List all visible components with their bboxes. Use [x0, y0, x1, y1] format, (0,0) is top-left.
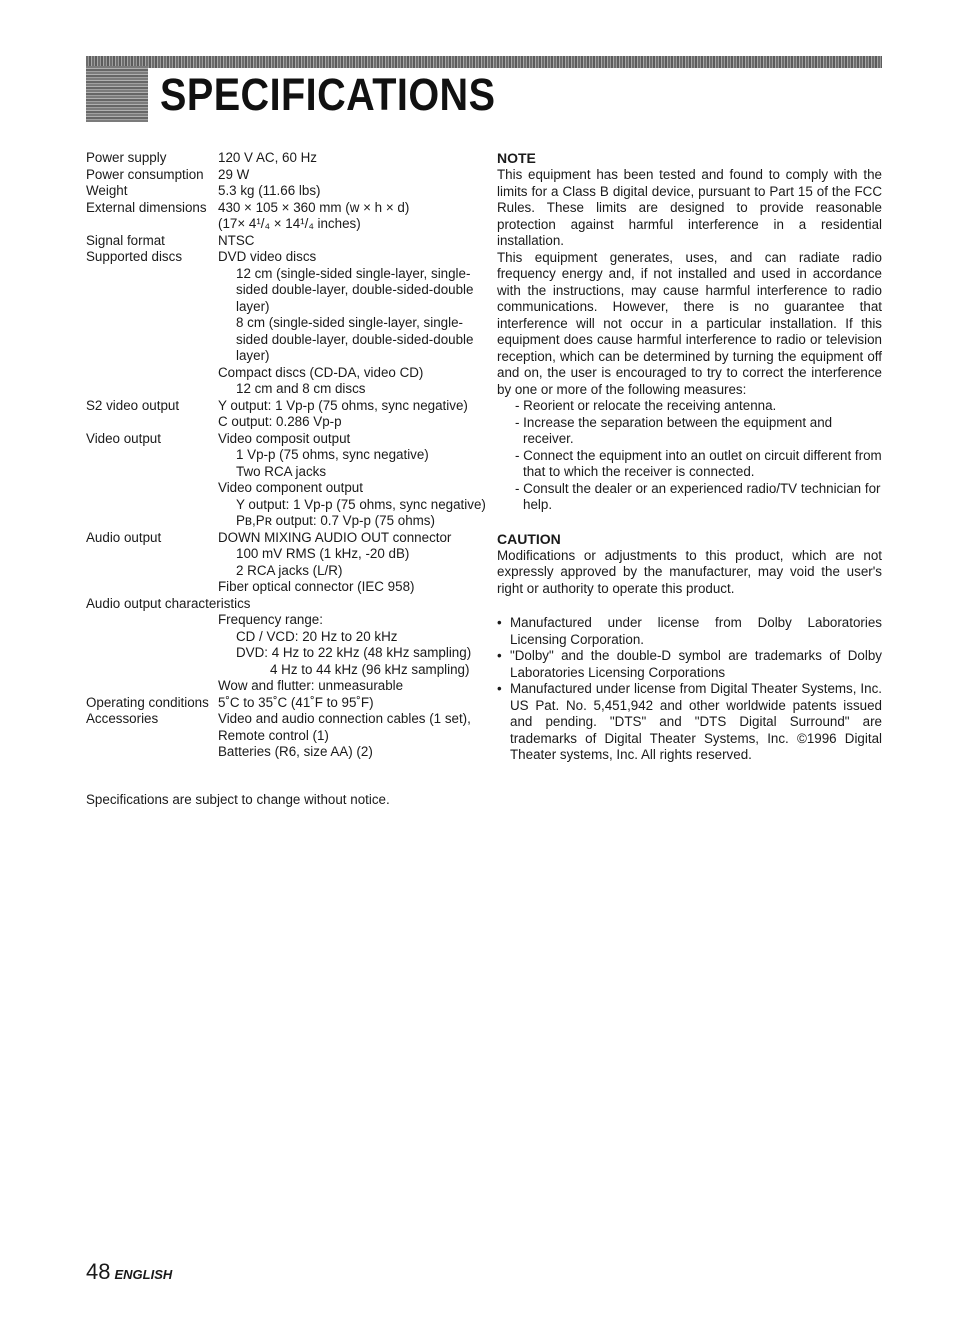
- measure-item: - Reorient or relocate the receiving antenna.: [515, 398, 777, 413]
- spec-row: [86, 744, 486, 761]
- page-footer: [86, 1259, 172, 1285]
- spec-value: 2 RCA jacks (L/R): [236, 562, 343, 578]
- spec-value: 8 cm (single-sided single-layer, single-: [236, 315, 463, 330]
- spec-value: sided double-layer, double-sided-double: [236, 282, 474, 297]
- spec-value: DVD: 4 Hz to 22 kHz (48 kHz sampling): [236, 645, 472, 660]
- spec-value: 5˚C to 35˚C (41˚F to 95˚F): [218, 694, 374, 710]
- spec-label: Signal format: [86, 232, 165, 248]
- spec-row: [86, 563, 486, 580]
- spec-value: 4 Hz to 44 kHz (96 kHz sampling): [270, 661, 470, 677]
- spec-row: [86, 662, 486, 679]
- spec-value: Remote control (1): [218, 727, 329, 743]
- spec-value: 29 W: [218, 166, 250, 182]
- spec-label: Operating conditions: [86, 694, 209, 710]
- spec-row: [86, 365, 486, 382]
- spec-row: [86, 645, 486, 662]
- page-number: 48: [86, 1259, 111, 1284]
- spec-row: [86, 183, 486, 200]
- spec-label: Weight: [86, 183, 128, 198]
- spec-label: Audio output: [86, 529, 162, 545]
- spec-label: Video output: [86, 430, 161, 446]
- measure-item: - Consult the dealer or an experienced radio/TV technician for help.: [515, 480, 881, 512]
- caution-heading: CAUTION: [497, 530, 561, 547]
- license-bullets: [497, 615, 882, 764]
- spec-row: [86, 216, 486, 233]
- spec-value: Compact discs (CD-DA, video CD): [218, 364, 424, 380]
- spec-value: Y output: 1 Vp-p (75 ohms, sync negative): [218, 397, 468, 413]
- spec-value: 430 × 105 × 360 mm (w × h × d): [218, 199, 410, 215]
- spec-value: Fiber optical connector (IEC 958): [218, 579, 415, 594]
- spec-label: External dimensions: [86, 199, 207, 215]
- spec-value: 12 cm (single-sided single-layer, single-: [236, 265, 471, 281]
- note-paragraph-1: This equipment has been tested and found to comply with the limits for a Class B digital device, pursuant to Part 15 of the FCC Rules. These limits are designed to provide reasonable protection against harmful interference in a residential installation.: [497, 167, 882, 248]
- spec-value: layer): [236, 298, 270, 314]
- bullet-text: Manufactured under license from Digital Theater Systems, Inc. US Pat. No. 5,451,942 and other worldwide patents issued and pending. "DTS" and "DTS Digital Surround" are trademarks of Digital Theater Systems, Inc. ©1996 Digital Theater systems, Inc. All rights reserved.: [510, 681, 882, 762]
- spec-row: [86, 381, 486, 398]
- bullet-item: [497, 615, 882, 648]
- bullet-item: [497, 648, 882, 681]
- spec-row: [86, 299, 486, 316]
- spec-row: [86, 315, 486, 332]
- bullet-dot: •: [497, 615, 502, 630]
- spec-value: DOWN MIXING AUDIO OUT connector: [218, 529, 452, 545]
- spec-value: Two RCA jacks: [236, 463, 327, 479]
- spec-label: Power supply: [86, 150, 167, 165]
- spec-value: Video component output: [218, 480, 363, 495]
- spec-row: [86, 249, 486, 266]
- header-tab-block: [86, 66, 148, 122]
- spec-label: Accessories: [86, 711, 159, 726]
- spec-row: [86, 332, 486, 349]
- spec-value: Video composit output: [218, 430, 351, 446]
- spec-value: Pʙ,Pʀ output: 0.7 Vp-p (75 ohms): [236, 513, 435, 528]
- spec-row: [86, 612, 486, 629]
- spec-label: Supported discs: [86, 249, 183, 264]
- spec-value: DVD video discs: [218, 249, 317, 264]
- spec-value: (17× 4¹/₄ × 14¹/₄ inches): [218, 216, 361, 231]
- spec-row: [86, 200, 486, 217]
- spec-row: [86, 497, 486, 514]
- spec-value: Frequency range:: [218, 612, 323, 627]
- spec-row: [86, 282, 486, 299]
- spec-value: 12 cm and 8 cm discs: [236, 381, 366, 396]
- spec-row: [86, 480, 486, 497]
- spec-value: 100 mV RMS (1 kHz, -20 dB): [236, 546, 410, 561]
- spec-row: [86, 695, 486, 712]
- spec-value: Wow and flutter: unmeasurable: [218, 678, 404, 693]
- spec-row: [86, 629, 486, 646]
- spec-value: C output: 0.286 Vp-p: [218, 414, 342, 429]
- spec-label: S2 video output: [86, 397, 180, 413]
- spec-value: Video and audio connection cables (1 set),: [218, 711, 471, 726]
- bullet-text: Manufactured under license from Dolby Laboratories Licensing Corporation.: [510, 615, 882, 647]
- spec-value: sided double-layer, double-sided-double: [236, 331, 474, 347]
- spec-row: [86, 579, 486, 596]
- specifications-list: [86, 150, 486, 761]
- spec-row: [86, 513, 486, 530]
- spec-row: [86, 711, 486, 728]
- caution-text: Modifications or adjustments to this product, which are not expressly approved by the manufacturer, may void the user's right or authority to operate this product.: [497, 547, 882, 596]
- bullet-text: "Dolby" and the double-D symbol are trademarks of Dolby Laboratories Licensing Corporations: [510, 648, 882, 680]
- spec-row: [86, 398, 486, 415]
- spec-row: [86, 167, 486, 184]
- spec-row: [86, 348, 486, 365]
- header-stripe: [86, 56, 882, 68]
- spec-value: 5.3 kg (11.66 lbs): [218, 183, 321, 198]
- spec-row: [86, 728, 486, 745]
- note-paragraph-2: This equipment generates, uses, and can radiate radio frequency energy and, if not installed and used in accordance with the instructions, may cause harmful interference to radio communications. However, there is no guarantee that interference will not occur in a particular installation. If this equipment does cause harmful interference to radio or television reception, which can be determined by turning the equipment off and on, the user is encouraged to try to correct the interference by one or more of the following measures:: [497, 249, 882, 397]
- change-notice: Specifications are subject to change without notice.: [86, 792, 390, 807]
- spec-row: [86, 596, 486, 613]
- notes-column: [497, 150, 882, 597]
- spec-row: [86, 233, 486, 250]
- spec-value: 1 Vp-p (75 ohms, sync negative): [236, 447, 429, 462]
- bullet-dot: •: [497, 681, 502, 696]
- spec-row: [86, 464, 486, 481]
- spec-value: CD / VCD: 20 Hz to 20 kHz: [236, 628, 398, 644]
- spec-row: [86, 530, 486, 547]
- spec-label: Audio output characteristics: [86, 595, 251, 611]
- spec-row: [86, 414, 486, 431]
- bullet-item: [497, 681, 882, 764]
- measures-list: [497, 398, 882, 514]
- spec-label: Power consumption: [86, 166, 204, 182]
- spec-row: [86, 150, 486, 167]
- page-title: SPECIFICATIONS: [160, 69, 496, 120]
- spec-value: 120 V AC, 60 Hz: [218, 150, 317, 165]
- spec-row: [86, 266, 486, 283]
- spec-value: NTSC: [218, 232, 255, 248]
- note-heading: NOTE: [497, 150, 536, 166]
- spec-row: [86, 678, 486, 695]
- page-language: ENGLISH: [114, 1267, 173, 1282]
- measure-item: - Increase the separation between the equipment and receiver.: [515, 414, 833, 446]
- bullet-dot: •: [497, 648, 502, 663]
- spec-value: layer): [236, 348, 270, 363]
- spec-row: [86, 447, 486, 464]
- spec-row: [86, 431, 486, 448]
- spec-row: [86, 546, 486, 563]
- measure-item: - Connect the equipment into an outlet on circuit different from that to which the receiver is connected.: [515, 447, 882, 479]
- spec-value: Y output: 1 Vp-p (75 ohms, sync negative): [236, 496, 486, 512]
- spec-value: Batteries (R6, size AA) (2): [218, 744, 373, 759]
